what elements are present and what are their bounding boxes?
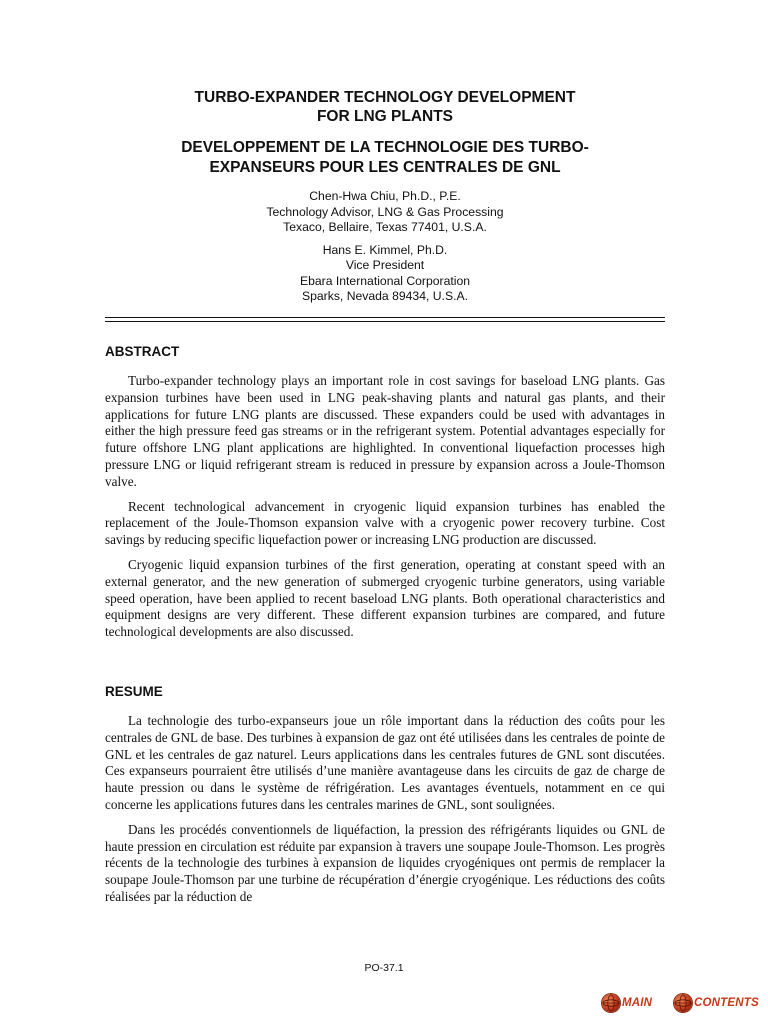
- author-1-role: Technology Advisor, LNG & Gas Processing: [266, 204, 504, 219]
- globe-icon: [674, 994, 692, 1012]
- title-english: [105, 88, 665, 126]
- title-french-line-2: EXPANSEURS POUR LES CENTRALES DE GNL: [209, 159, 561, 176]
- resume-paragraph-1: La technologie des turbo-expanseurs joue un rôle important dans la réduction des coûts pour les centrales de GNL de base. Des turbines à expansion de gaz ont été utilisées dans les centrales de pointe de GNL et les centrales de gaz naturel. Leurs applications dans les centrales futures de GNL sont discutées. Ces expanseurs pourraient être utilisés d’une manière avantageuse dans les circuits de gaz de charge de haute pression ou dans le système de réfrigération. Les avantages éventuels, notamment en ce qui concerne les applications futures dans les centrales marines de GNL, sont soulignées.: [105, 713, 665, 812]
- author-2-name: Hans E. Kimmel, Ph.D.: [322, 242, 448, 257]
- page-number: PO-37.1: [364, 962, 404, 974]
- author-1: [105, 189, 665, 236]
- author-2-organization: Ebara International Corporation: [299, 273, 471, 288]
- resume-paragraph-2: Dans les procédés conventionnels de liquéfaction, la pression des réfrigérants liquides ou GNL de haute pression en circulation est réduite par expansion à travers une soupape Joule-Thomson. Les progrès récents de la technologie des turbines à expansion de liquides cryogéniques ont permis de remplacer la soupape Joule-Thomson par une turbine de récupération d’énergie cryogénique. Les réductions des coûts réalisées par la réduction de: [105, 821, 665, 904]
- title-french-line-1: DEVELOPPEMENT DE LA TECHNOLOGIE DES TURBO-: [181, 139, 589, 156]
- author-2-role: Vice President: [345, 258, 425, 272]
- globe-icon: [602, 994, 620, 1012]
- abstract-paragraph-2: Recent technological advancement in cryogenic liquid expansion turbines has enabled the replacement of the Joule-Thomson expansion valve with a cryogenic power recovery turbine. Cost savings by reducing specific liquefaction power or increasing LNG production are discussed.: [105, 498, 665, 548]
- abstract-paragraph-3: Cryogenic liquid expansion turbines of the first generation, operating at constant speed with an external generator, and the new generation of submerged cryogenic turbine generators, using variable speed operation, have been applied to recent baseload LNG plants. Both operational characteristics and equipment designs are very different. These different expansion turbines are compared, and future technological developments are also discussed.: [105, 556, 665, 640]
- main-nav-label: MAIN: [622, 997, 653, 1009]
- resume-heading: RESUME: [105, 684, 163, 699]
- abstract-paragraph-1: Turbo-expander technology plays an important role in cost savings for baseload LNG plants. Gas expansion turbines have been used in LNG peak-shaving plants and natural gas plants, and their applications for future LNG plants are discussed. These expanders could be used with advantages in either the high pressure feed gas streams or in the refrigerant system. Potential advantages especially for future offshore LNG plant applications are highlighted. In conventional liquefaction processes high pressure LNG or liquid refrigerant stream is reduced in pressure by expansion across a Joule-Thomson valve.: [105, 373, 665, 489]
- resume-body: [105, 713, 665, 914]
- author-1-name: Chen-Hwa Chiu, Ph.D., P.E.: [309, 189, 461, 203]
- abstract-body: [105, 373, 665, 649]
- author-1-address: Texaco, Bellaire, Texas 77401, U.S.A.: [283, 220, 487, 234]
- contents-nav-button[interactable]: [674, 993, 759, 1013]
- title-french: [105, 138, 665, 178]
- author-list: [105, 189, 665, 312]
- author-2: [105, 243, 665, 305]
- abstract-heading: ABSTRACT: [105, 344, 180, 359]
- double-rule-divider: [105, 317, 665, 322]
- author-2-address: Sparks, Nevada 89434, U.S.A.: [302, 289, 468, 303]
- contents-nav-label: CONTENTS: [694, 997, 759, 1009]
- title-english-line-2: FOR LNG PLANTS: [316, 108, 454, 125]
- title-english-line-1: TURBO-EXPANDER TECHNOLOGY DEVELOPMENT: [194, 89, 576, 106]
- main-nav-button[interactable]: [602, 993, 652, 1013]
